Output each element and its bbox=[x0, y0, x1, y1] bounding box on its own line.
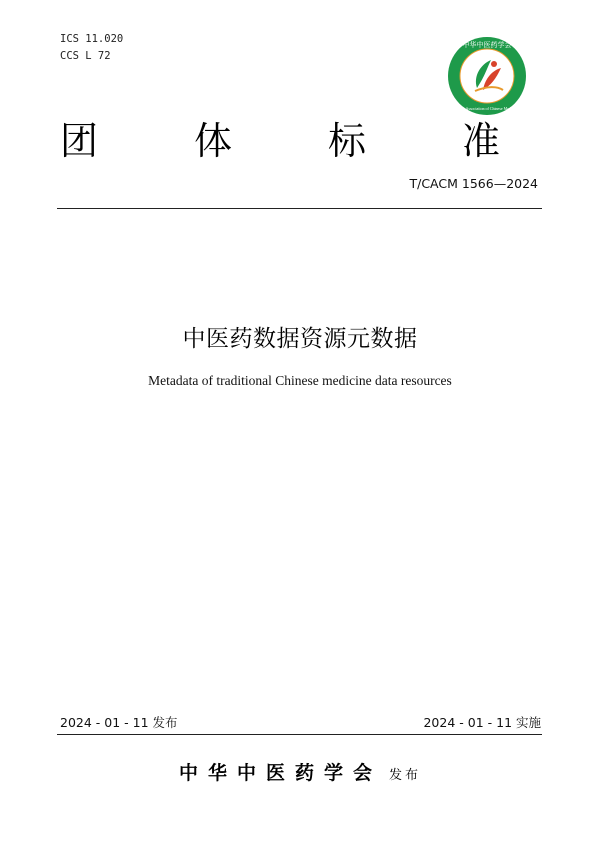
standard-type-heading bbox=[60, 110, 500, 165]
seal-ring-text: 中华中医药学会 bbox=[462, 41, 512, 49]
standard-number: T/CACM 1566—2024 bbox=[409, 176, 538, 191]
standard-type-char: 准 bbox=[461, 119, 500, 163]
standard-type-char: 体 bbox=[193, 119, 232, 163]
seal-ring-text-en: China Association of Chinese Medicine bbox=[455, 106, 519, 111]
document-title-english: Metadata of traditional Chinese medicine data resources bbox=[148, 373, 452, 388]
ccs-code: CCS L 72 bbox=[60, 50, 111, 62]
classification-codes bbox=[60, 31, 123, 65]
publisher-line bbox=[0, 758, 600, 785]
document-title-chinese: 中医药数据资源元数据 bbox=[182, 326, 418, 352]
standard-type-char: 标 bbox=[327, 119, 366, 163]
top-divider bbox=[57, 208, 542, 209]
effective-date: 2024 - 01 - 11 实施 bbox=[423, 715, 541, 730]
bottom-divider bbox=[57, 734, 542, 735]
association-seal-icon bbox=[447, 36, 527, 116]
issue-date: 2024 - 01 - 11 发布 bbox=[60, 715, 178, 730]
standard-type-char: 团 bbox=[60, 119, 99, 163]
publisher-name: 中华中医药学会 bbox=[178, 762, 382, 784]
ics-code: ICS 11.020 bbox=[60, 33, 124, 45]
publisher-suffix: 发布 bbox=[389, 768, 422, 783]
